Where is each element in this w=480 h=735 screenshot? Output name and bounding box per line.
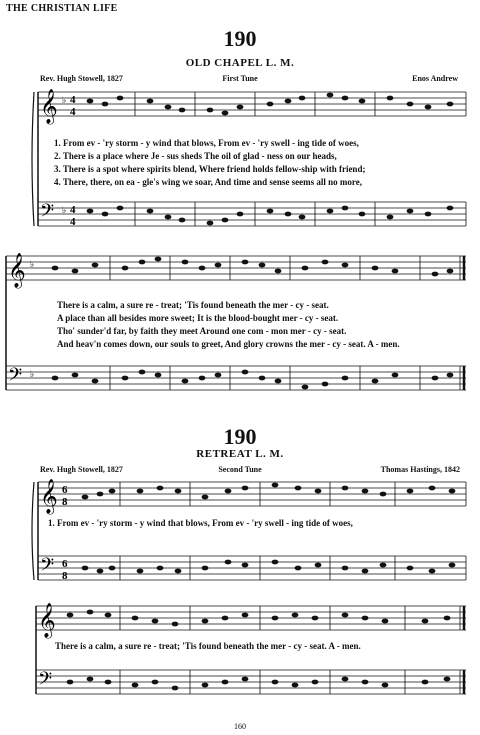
treble-clef-icon: 𝄞: [40, 479, 58, 514]
verse-3-line-2: Tho' sunder'd far, by faith they meet Around one com - mon mer - cy - seat.: [57, 326, 347, 336]
key-signature-flat-icon: ♭: [62, 95, 67, 105]
time-signature-top: 4: [70, 204, 76, 216]
bass-clef-icon: 𝄢: [8, 365, 23, 390]
verse-2-line-1: 2. There is a place where Je - sus sheds The oil of glad - ness on our heads,: [54, 151, 337, 161]
verse-1-line-1: 1. From ev - 'ry storm - y wind that blows, From ev - 'ry swell - ing tide of woes,: [54, 138, 359, 148]
verse-1-line-2: There is a calm, a sure re - treat; 'Tis found beneath the mer - cy - seat.: [57, 300, 329, 310]
treble-clef-icon: 𝄞: [40, 89, 58, 124]
hymn2-line-2: There is a calm, a sure re - treat; 'Tis found beneath the mer - cy - seat. A - men.: [55, 641, 361, 651]
time-signature-bottom: 4: [70, 106, 76, 118]
music-system-4: [0, 600, 480, 720]
tune-name: RETREAT L. M.: [196, 448, 284, 460]
time-signature-bottom: 4: [70, 216, 76, 228]
hymn-number: 190: [223, 424, 257, 449]
time-signature-bottom: 8: [62, 496, 68, 508]
treble-staff-4: [36, 606, 466, 630]
key-signature-flat-icon: ♭: [62, 205, 67, 215]
key-signature-flat-icon: ♭: [30, 259, 35, 269]
bass-clef-icon: 𝄢: [40, 201, 55, 226]
verse-2-line-2: A place than all besides more sweet; It is the blood-bought mer - cy - seat.: [57, 313, 339, 323]
verse-3-line-1: 3. There is a spot where spirits blend, Where friend holds fellow-ship with friend;: [54, 164, 366, 174]
music-system-3: [0, 476, 480, 596]
author-credit: Rev. Hugh Stowell, 1827: [40, 74, 123, 83]
hymn-number: 190: [223, 26, 257, 51]
author-credit: Rev. Hugh Stowell, 1827: [40, 465, 123, 474]
hymn2-line-1: 1. From ev - 'ry storm - y wind that blows, From ev - 'ry swell - ing tide of woes,: [48, 518, 353, 528]
bass-staff-3: [38, 556, 466, 580]
notes: [82, 483, 456, 574]
treble-clef-icon: 𝄞: [8, 253, 26, 288]
time-signature-top: 4: [70, 94, 76, 106]
bass-clef-icon: 𝄢: [38, 669, 53, 694]
time-signature-top: 6: [62, 484, 68, 496]
verse-4-line-1: 4. There, there, on ea - gle's wing we soar, And time and sense seems all no more,: [54, 177, 362, 187]
time-signature-bottom: 8: [62, 570, 68, 582]
treble-staff-2: [6, 256, 466, 280]
bass-clef-icon: 𝄢: [40, 555, 55, 580]
bass-staff-2: [6, 366, 466, 390]
notes: [52, 257, 454, 390]
brace-icon: [32, 482, 34, 580]
composer-credit: Enos Andrew: [412, 74, 458, 83]
time-signature-top: 6: [62, 558, 68, 570]
bass-staff-4: [36, 670, 466, 694]
verse-4-line-2: And heav'n comes down, our souls to greet, And glory crowns the mer - cy - seat. A - men.: [57, 339, 400, 349]
barlines: [110, 256, 420, 390]
tune-name: OLD CHAPEL L. M.: [185, 57, 295, 69]
composer-credit: Thomas Hastings, 1842: [380, 465, 460, 474]
key-signature-flat-icon: ♭: [30, 369, 35, 379]
tune-label: First Tune: [222, 74, 258, 83]
page-number: 160: [234, 722, 246, 731]
brace-icon: [32, 92, 34, 226]
section-heading: THE CHRISTIAN LIFE: [6, 3, 118, 14]
treble-clef-icon: 𝄞: [38, 603, 56, 638]
tune-label: Second Tune: [218, 465, 262, 474]
barlines: [120, 482, 466, 580]
